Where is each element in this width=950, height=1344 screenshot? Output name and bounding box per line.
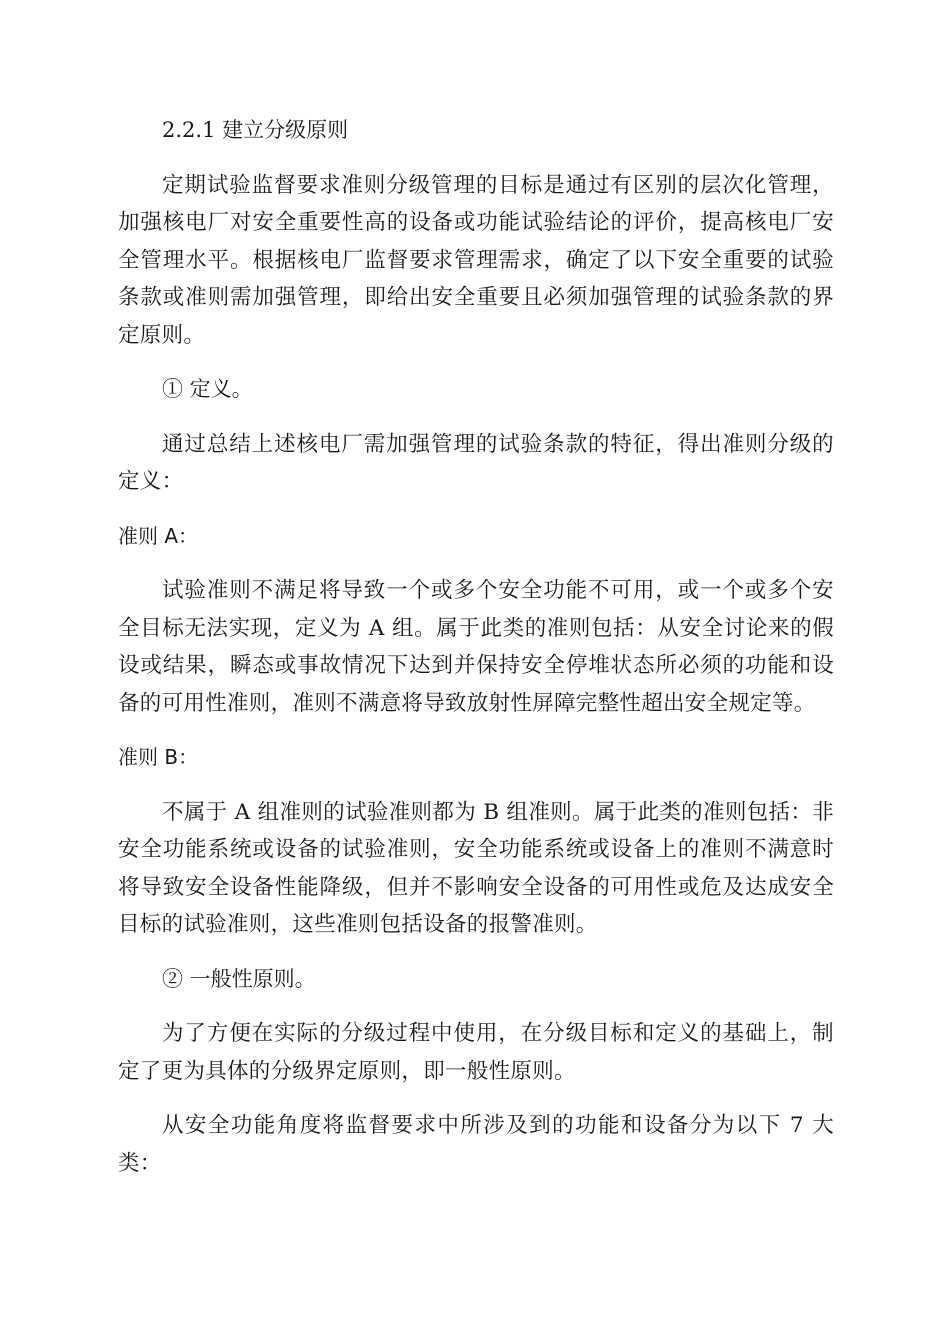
item2-title: ② 一般性原则。 — [162, 966, 316, 991]
intro-paragraph: 定期试验监督要求准则分级管理的目标是通过有区别的层次化管理，加强核电厂对安全重要性高的设备或功能试验结论的评价，提高核电厂安全管理水平。根据核电厂监督要求管理需求，确定了以下安全重要的试验条款或准则需加强管理，即给出安全重要且必须加强管理的试验条款的界定原则。 — [118, 172, 834, 348]
section-heading: 2.2.1 建立分级原则 — [162, 118, 349, 142]
document-body — [118, 112, 834, 1199]
criteria-b-text: 不属于 A 组准则的试验准则都为 B 组准则。属于此类的准则包括：非安全功能系统或设备的试验准则，安全功能系统或设备上的准则不满意时将导致安全设备性能降级，但并不影响安全设备的可用性或危及达成安全目标的试验准则，这些准则包括设备的报警准则。 — [118, 799, 834, 937]
final-paragraph: 从安全功能角度将监督要求中所涉及到的功能和设备分为以下 7 大类： — [118, 1113, 834, 1176]
criteria-b-label: 准则 B： — [118, 745, 199, 769]
item1-title: ① 定义。 — [162, 377, 253, 401]
criteria-a-label: 准则 A： — [118, 523, 199, 548]
criteria-a-text: 试验准则不满足将导致一个或多个安全功能不可用，或一个或多个安全目标无法实现，定义为 A 组。属于此类的准则包括：从安全讨论来的假设或结果，瞬态或事故情况下达到并保持安全停堆状态所必须的功能和设备的可用性准则，准则不满意将导致放射性屏障完整性超出安全规定等。 — [118, 578, 834, 716]
item2-paragraph: 为了方便在实际的分级过程中使用，在分级目标和定义的基础上，制定了更为具体的分级界定原则，即一般性原则。 — [118, 1021, 834, 1084]
item1-paragraph: 通过总结上述核电厂需加强管理的试验条款的特征，得出准则分级的定义： — [118, 431, 834, 494]
